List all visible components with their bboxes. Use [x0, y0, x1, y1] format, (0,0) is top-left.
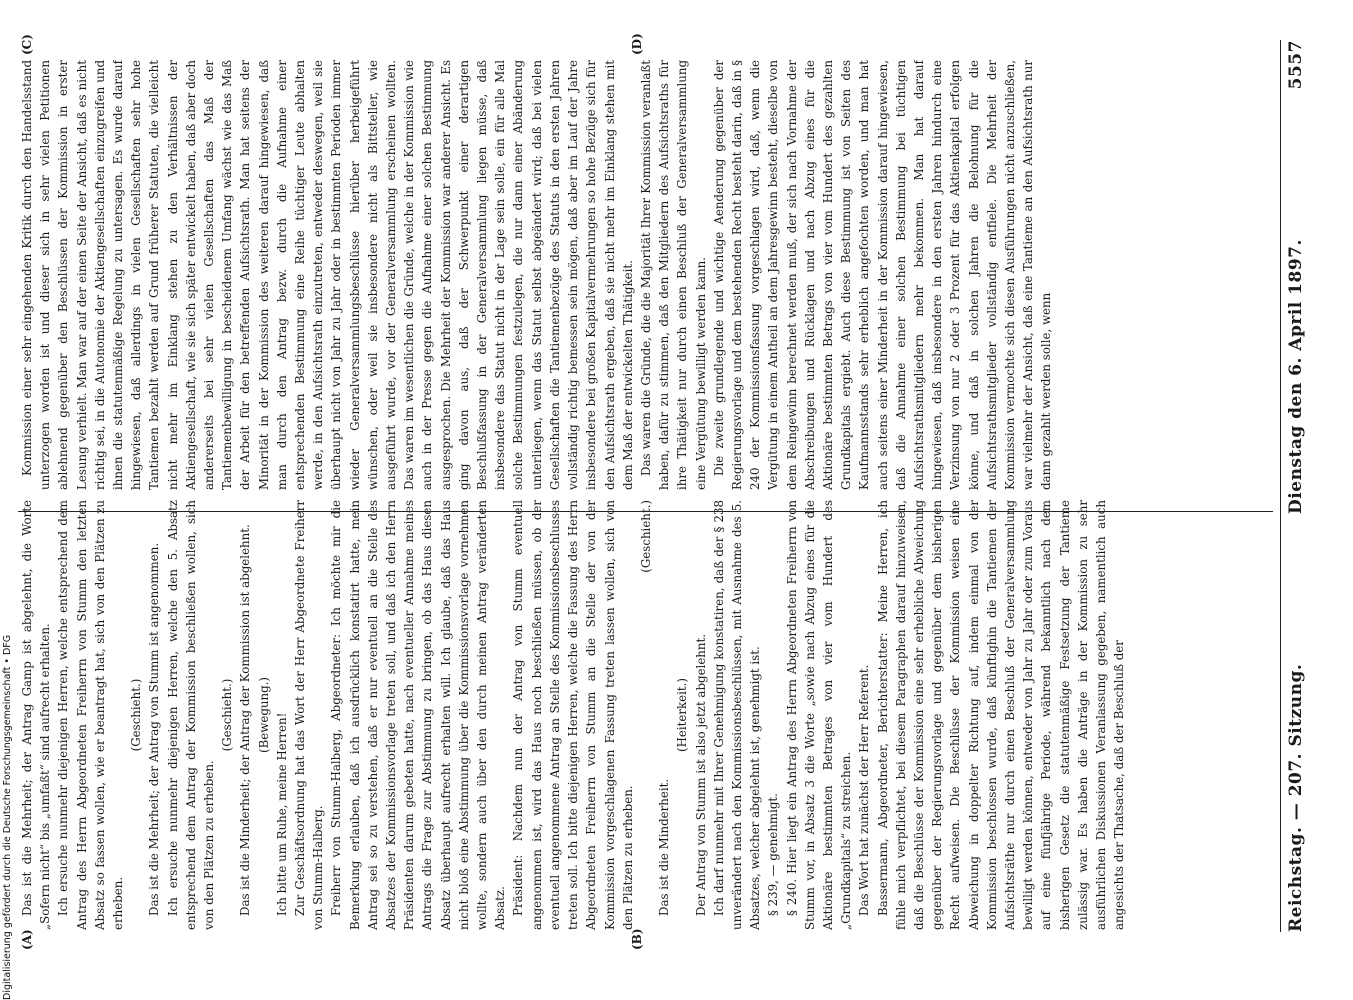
- stage-direction: (Geschieht.): [129, 678, 144, 752]
- stage-direction: (Geschieht.): [638, 500, 653, 573]
- page-header: [1285, 40, 1307, 932]
- paragraph: Der Antrag von Stumm ist also jetzt abgelehnt.: [693, 634, 708, 916]
- paragraph: Kommission einer sehr eingehenden Kritik durch den Handelsstand unterzogen worden ist und dieser sich in sehr vielen Petitionen ablehnend gegenüber den Beschlüssen der Kommission in erster Lesung verhielt. Man war auf der einen Seite der Ansicht, daß es nicht richtig sei, in die Autonomie der Aktiengesellschaften einzugreifen und ihnen die statutenmäßige Regelung zu untersagen. Es wurde darauf hingewiesen, daß allerdings in vielen Gesellschaften sehr hohe Tantiemen bezahlt werden auf Grund früherer Statuten, die vielleicht nicht mehr im Einklang stehen zu den Verhältnissen der Aktiengesellschaft, wie sie sich später entwickelt haben, daß aber doch andererseits bei sehr vielen Gesellschaften das Maß der Tantiemenbewilligung in bescheidenem Umfang wächst wie das Maß der Arbeit für den betreffenden Aufsichtsrath. Man hat seitens der Minorität in der Kommission des weiteren darauf hingewiesen, daß man durch den Antrag bezw. durch die Aufnahme einer entsprechenden Bestimmung eine Reihe tüchtiger Leute abhalten werde, in den Aufsichtsrath einzutreten, entweder deswegen, weil sie überhaupt nicht von Jahr zu Jahr oder in bestimmten Perioden immer wieder Generalversammlungsbeschlüsse hierüber herbeigeführt wünschen, oder weil sie insbesondere nicht als Bittsteller, wie ausgeführt wurde, vor der Generalversammlung erscheinen wollten. Das waren im wesentlichen die Gründe, welche in der Kommission wie auch in der Presse gegen die Aufnahme einer solchen Bestimmung ausgesprochen. Die Mehrheit der Kommission war anderer Ansicht. Es ging davon aus, daß der Schwerpunkt einer derartigen Beschlußfassung in der Generalversammlung liegen müsse, daß insbesondere das Statut nicht in der Lage sein solle, ein für alle Mal solche Bestimmungen festzulegen, die nur dann einer Abänderung unterliegen, wenn das Statut selbst abgeändert wird; daß bei vielen Gesellschaften die Tantiemenbezüge des Statuts in den ersten Jahren vollständig richtig bemessen sein mögen, daß aber im Lauf der Jahre insbesondere bei großen Kapitalvermehrungen so hohe Bezüge sich für den Aufsichtsrath ergeben, daß sie nicht mehr im Einklang stehen mit dem Maß der entwickelten Thätigkeit.: [20, 60, 635, 490]
- paragraph: Das ist die Minderheit; der Antrag der Kommission ist abgelehnt.: [238, 524, 253, 916]
- stage-direction: (Heiterkeit.): [675, 678, 690, 753]
- paragraph: Das waren die Gründe, die die Majorität Ihrer Kommission veranlaßt haben, dafür zu stimmen, daß den Mitgliedern des Aufsichtsraths für ihre Thätigkeit nur durch einen Beschluß der Generalversammlung eine Vergütung bewilligt werden kann.: [638, 60, 708, 490]
- margin-mark-a: (A): [20, 929, 34, 950]
- paragraph: § 239, — genehmigt.: [766, 793, 781, 916]
- paragraph: Freiherr von Stumm-Halberg, Abgeordneter: Ich möchte mir die Bemerkung erlauben, daß ich ausdrücklich konstatirt hatte, mein Antrag sei so zu verstehen, daß er nur eventuell an die Stelle des Absatzes der Kommissionsvorlage treten soll, und daß ich den Herrn Präsidenten darum gebeten hatte, nach eventueller Annahme meines Antrags die Frage zur Abstimmung zu bringen, ob das Haus diesen Absatz überhaupt aufrecht erhalten will. Ich glaube, daß das Haus nicht bloß eine Abstimmung über die Kommissionsvorlage vornehmen wollte, sondern auch über den durch meinen Antrag veränderten Absatz.: [329, 500, 508, 930]
- paragraph: Ich ersuche nunmehr diejenigen Herren, welche den 5. Absatz entsprechend dem Antrag der Kommission beschließen wollen, sich von den Plätzen zu erheben.: [165, 500, 217, 930]
- margin-mark-d: (D): [630, 33, 644, 55]
- header-left: Reichstag. — 207. Sitzung.: [1286, 663, 1306, 932]
- paragraph: Präsident: Nachdem nun der Antrag von Stumm eventuell angenommen ist, wird das Haus noch beschließen müssen, ob der eventuell angenommene Antrag an Stelle des Kommissionsbeschlusses treten soll. Ich bitte diejenigen Herren, welche die Fassung des Herrn Abgeordneten Freiherrn von Stumm an die Stelle der von der Kommission vorgeschlagenen Fassung treten lassen wollen, sich von den Plätzen zu erheben.: [511, 500, 635, 930]
- column-left: [18, 500, 1273, 930]
- stage-direction: (Bewegung.): [256, 677, 271, 753]
- column-right: [18, 60, 1273, 490]
- margin-mark-b: (B): [630, 928, 644, 950]
- paragraph: § 240. Hier liegt ein Antrag des Herrn Abgeordneten Freiherrn von Stumm vor, in Absatz 3 die Worte „sowie nach Abzug eines für die Aktionäre bestimmten Betrages von vier vom Hundert des „Grundkapitals“ zu streichen.: [784, 500, 854, 930]
- paragraph: Das ist die Minderheit.: [657, 778, 672, 916]
- digitization-credit: Digitalisierung gefördert durch die Deutsche Forschungsgemeinschaft • DFG: [2, 634, 13, 1000]
- paragraph: Das ist die Mehrheit; der Antrag von Stumm ist angenommen.: [147, 542, 162, 916]
- paragraph: Die zweite grundlegende und wichtige Aenderung gegenüber der Regierungsvorlage und dem bestehenden Recht besteht darin, daß in § 240 der Kommissionsfassung vorgeschlagen wird, daß, wenn die Vergütung in einem Antheil an dem Jahresgewinn besteht, dieselbe von dem Reingewinn berechnet werden muß, der sich nach Vornahme der Abschreibungen und Rücklagen und nach Abzug eines für die Aktionäre bestimmten Betrags von vier vom Hundert des gezahlten Grundkapitals ergiebt. Auch diese Bestimmung ist von Seiten des Kaufmannsstands sehr erheblich angefochten worden, und man hat auch seitens einer Minderheit in der Kommission darauf hingewiesen, daß die Annahme einer solchen Bestimmung bei tüchtigen Aufsichtsrathsmitgliedern mehr bekommen. Man hat darauf hingewiesen, daß insbesondere in den ersten Jahren hindurch eine Verzinsung von nur 2 oder 3 Prozent für das Aktienkapital erfolgen könne, und daß in solchen Jahren die Belohnung für die Aufsichtsrathsmitglieder vollständig entfiele. Die Mehrheit der Kommission vermochte sich diesen Ausführungen nicht anzuschließen, war vielmehr der Ansicht, daß eine Tantieme an den Aufsichtsrath nur dann gezahlt werden solle, wenn: [711, 60, 1054, 490]
- paragraph: Ich ersuche nunmehr diejenigen Herren, welche entsprechend dem Antrag des Herrn Abgeordneten Freiherrn von Stumm den letzten Absatz so fassen wollen, wie er beantragt hat, sich von den Plätzen zu erheben.: [56, 500, 126, 930]
- paragraph: Zur Geschäftsordnung hat das Wort der Herr Abgeordnete Freiherr von Stumm-Halberg.: [293, 500, 326, 930]
- paragraph: Das ist die Mehrheit; der Antrag Gamp ist abgelehnt, die Worte „Sofern nicht“ bis „umfaßt“ sind aufrecht erhalten.: [20, 500, 53, 930]
- footer-strip: [2, 600, 16, 1000]
- paragraph: Ich darf nunmehr mit Ihrer Genehmigung konstatiren, daß der § 238 unverändert nach den Kommissionsbeschlüssen, mit Ausnahme des 5. Absatzes, welcher abgelehnt ist, genehmigt ist.: [711, 500, 763, 930]
- page-number: 5557: [1286, 40, 1306, 90]
- header-center: Dienstag den 6. April 1897.: [1286, 239, 1306, 514]
- paragraph: Ich bitte um Ruhe, meine Herren!: [274, 712, 289, 916]
- column-divider: [18, 511, 1273, 512]
- stage-direction: (Geschieht.): [220, 678, 235, 752]
- paragraph: Das Wort hat zunächst der Herr Referent.: [857, 664, 872, 916]
- paragraph: Bassermann, Abgeordneter, Berichterstatter: Meine Herren, ich fühle mich verpflichtet, bei diesem Paragraphen darauf hinzuweisen, daß die Beschlüsse der Kommission eine sehr erhebliche Abweichung gegenüber der Regierungsvorlage und gegenüber dem bisherigen Recht aufweisen. Die Beschlüsse der Kommission weisen eine Abweichung in doppelter Richtung auf, indem einmal von der Kommission beschlossen wurde, daß künftighin die Tantiemen der Aufsichtsräthe nur durch einen Beschluß der Generalversammlung bewilligt werden können, entweder von Jahr zu Jahr oder zum Voraus auf eine fünfjährige Periode, während bekanntlich nach dem bisherigen Gesetz die statutenmäßige Festsetzung der Tantieme zulässig war. Es haben die Anträge in der Kommission zu sehr ausführlichen Diskussionen Veranlassung gegeben, namentlich auch angesichts der Thatsache, daß der Beschluß der: [875, 500, 1127, 930]
- margin-mark-c: (C): [20, 34, 34, 55]
- header-rule: [1280, 40, 1281, 932]
